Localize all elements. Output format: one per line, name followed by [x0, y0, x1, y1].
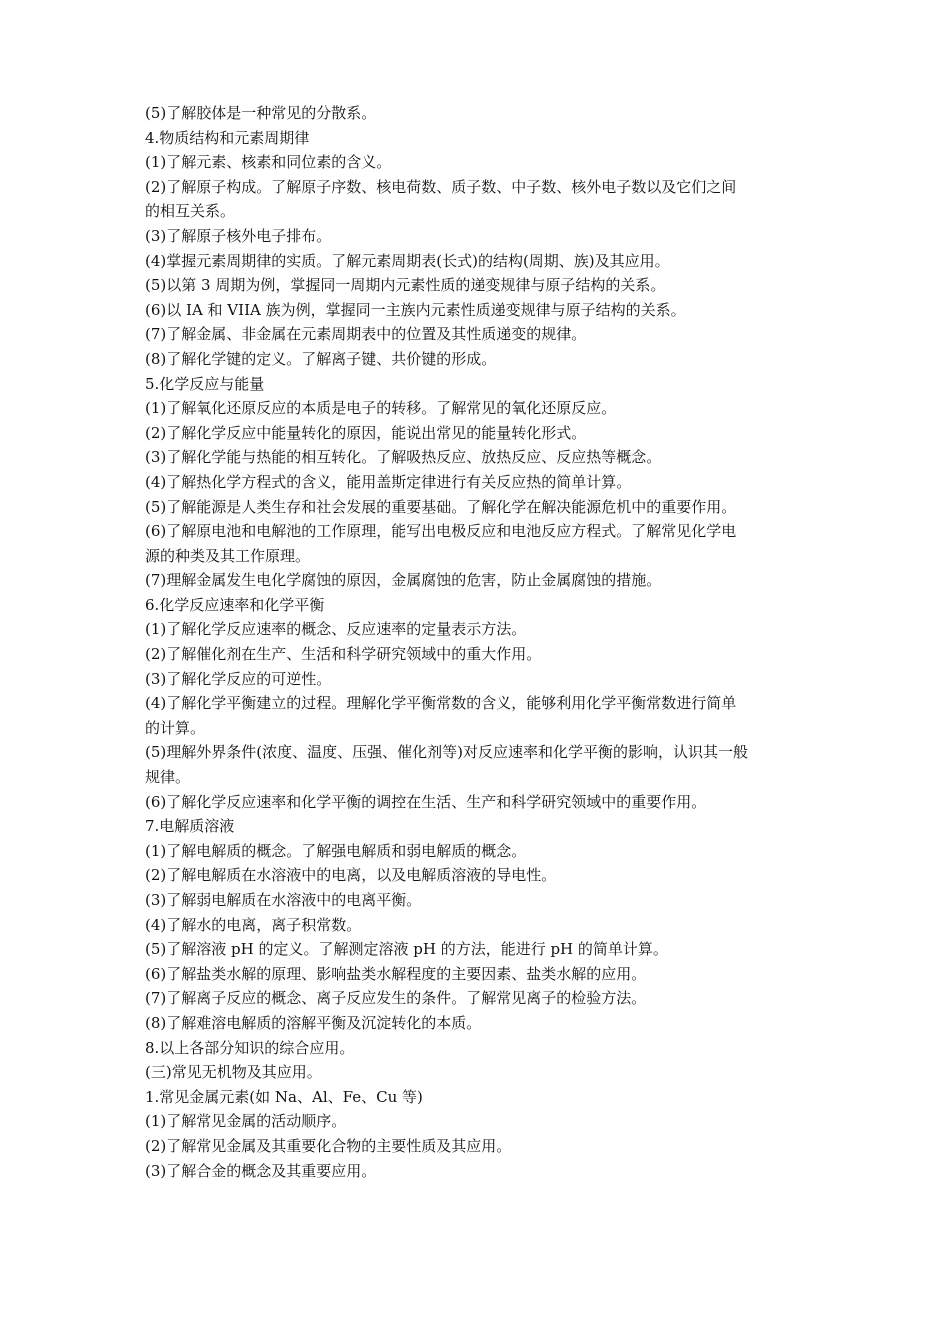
text-line: (3)了解化学反应的可逆性。: [145, 669, 332, 688]
text-line: (1)了解常见金属的活动顺序。: [145, 1112, 347, 1131]
text-line: (2)了解化学反应中能量转化的原因，能说出常见的能量转化形式。: [145, 423, 587, 442]
section-heading: 8.以上各部分知识的综合应用。: [145, 1038, 355, 1057]
text-line: (2)了解电解质在水溶液中的电离，以及电解质溶液的导电性。: [145, 866, 557, 885]
text-line: (3)了解化学能与热能的相互转化。了解吸热反应、放热反应、反应热等概念。: [145, 448, 662, 467]
text-line: (5)了解溶液 pH 的定义。了解测定溶液 pH 的方法，能进行 pH 的简单计算。: [145, 940, 668, 959]
section-heading: 6.化学反应速率和化学平衡: [145, 595, 325, 614]
text-line: (8)了解难溶电解质的溶解平衡及沉淀转化的本质。: [145, 1013, 482, 1032]
text-line: 源的种类及其工作原理。: [145, 546, 311, 565]
section-heading: 7.电解质溶液: [145, 817, 235, 836]
text-line: (3)了解原子核外电子排布。: [145, 226, 332, 245]
text-line: (1)了解氧化还原反应的本质是电子的转移。了解常见的氧化还原反应。: [145, 399, 617, 418]
text-line: (5)了解能源是人类生存和社会发展的重要基础。了解化学在解决能源危机中的重要作用。: [145, 497, 737, 516]
text-line: (1)了解化学反应速率的概念、反应速率的定量表示方法。: [145, 620, 527, 639]
text-line: (8)了解化学键的定义。了解离子键、共价键的形成。: [145, 349, 497, 368]
text-line: (5)理解外界条件(浓度、温度、压强、催化剂等)对反应速率和化学平衡的影响，认识其一般: [145, 743, 748, 762]
document-body: [145, 101, 813, 1183]
text-line: (1)了解电解质的概念。了解强电解质和弱电解质的概念。: [145, 841, 527, 860]
section-heading: 5.化学反应与能量: [145, 374, 265, 393]
text-line: (2)了解原子构成。了解原子序数、核电荷数、质子数、中子数、核外电子数以及它们之间: [145, 177, 737, 196]
text-line: (4)了解热化学方程式的含义，能用盖斯定律进行有关反应热的简单计算。: [145, 472, 632, 491]
text-line: (7)了解离子反应的概念、离子反应发生的条件。了解常见离子的检验方法。: [145, 989, 647, 1008]
section-heading: 4.物质结构和元素周期律: [145, 128, 310, 147]
text-line: (6)了解盐类水解的原理、影响盐类水解程度的主要因素、盐类水解的应用。: [145, 964, 647, 983]
text-line: (3)了解合金的概念及其重要应用。: [145, 1161, 377, 1180]
text-line: (1)了解元素、核素和同位素的含义。: [145, 153, 392, 172]
text-line: (2)了解常见金属及其重要化合物的主要性质及其应用。: [145, 1136, 512, 1155]
section-heading: 1.常见金属元素(如 Na、Al、Fe、Cu 等): [145, 1087, 423, 1106]
text-line: (5)以第 3 周期为例，掌握同一周期内元素性质的递变规律与原子结构的关系。: [145, 276, 666, 295]
text-line: (6)了解化学反应速率和化学平衡的调控在生活、生产和科学研究领域中的重要作用。: [145, 792, 707, 811]
text-line: (4)了解水的电离，离子积常数。: [145, 915, 362, 934]
text-line: (7)了解金属、非金属在元素周期表中的位置及其性质递变的规律。: [145, 325, 587, 344]
text-line: (3)了解弱电解质在水溶液中的电离平衡。: [145, 891, 422, 909]
text-line: 规律。: [145, 768, 191, 787]
section-heading: (三)常见无机物及其应用。: [145, 1063, 322, 1082]
text-line: (6)以 IA 和 VIIA 族为例，掌握同一主族内元素性质递变规律与原子结构的关系。: [145, 300, 686, 319]
text-line: (6)了解原电池和电解池的工作原理，能写出电极反应和电池反应方程式。了解常见化学电: [145, 522, 737, 541]
text-line: (4)掌握元素周期律的实质。了解元素周期表(长式)的结构(周期、族)及其应用。: [145, 251, 670, 270]
text-line: (5)了解胶体是一种常见的分散系。: [145, 104, 377, 122]
text-line: (7)理解金属发生电化学腐蚀的原因，金属腐蚀的危害，防止金属腐蚀的措施。: [145, 571, 662, 590]
text-line: (2)了解催化剂在生产、生活和科学研究领域中的重大作用。: [145, 645, 542, 664]
text-line: (4)了解化学平衡建立的过程。理解化学平衡常数的含义，能够利用化学平衡常数进行简单: [145, 694, 737, 713]
text-line: 的计算。: [145, 718, 206, 737]
text-line: 的相互关系。: [145, 202, 236, 221]
